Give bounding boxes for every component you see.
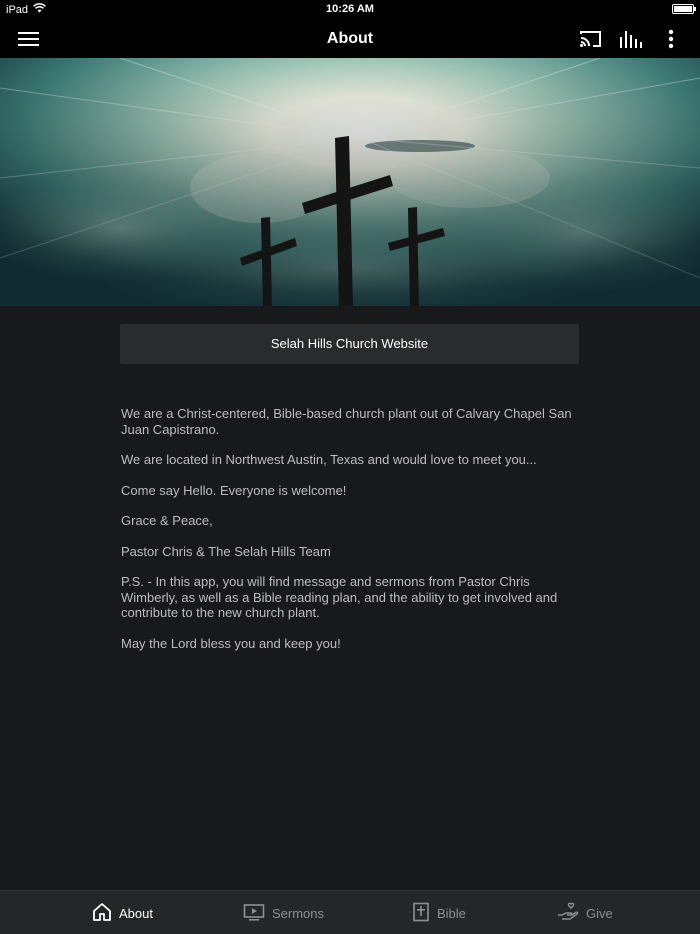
- about-paragraph: We are located in Northwest Austin, Texas and would love to meet you...: [121, 452, 537, 467]
- tab-label: Give: [586, 905, 613, 921]
- hero-image: [0, 58, 700, 306]
- nav-bar: [0, 20, 700, 58]
- bible-icon: [412, 902, 430, 925]
- audio-bars-icon[interactable]: [617, 20, 645, 58]
- device-label: iPad: [6, 3, 29, 16]
- status-bar: [0, 0, 700, 20]
- tab-label: Sermons: [272, 905, 325, 921]
- about-paragraph: Come say Hello. Everyone is welcome!: [121, 482, 347, 498]
- give-hand-icon: [557, 902, 579, 925]
- tab-about[interactable]: [92, 891, 153, 934]
- about-content: [0, 306, 700, 890]
- tab-bar: [0, 890, 700, 934]
- tab-sermons[interactable]: [243, 891, 324, 934]
- cast-icon[interactable]: [577, 20, 605, 58]
- video-play-icon: [243, 902, 265, 925]
- about-paragraph: P.S. - In this app, you will find message and sermons from Pastor Chris Wimberly, as well as a Bible reading plan, and the ability to get involved and contribute to the new church plant.: [121, 574, 558, 620]
- page-title: About: [326, 30, 374, 47]
- about-paragraph: Pastor Chris & The Selah Hills Team: [121, 543, 331, 559]
- tab-label: Bible: [437, 905, 466, 921]
- church-website-button[interactable]: Selah Hills Church Website: [120, 324, 579, 364]
- about-paragraph: Grace & Peace,: [121, 513, 213, 528]
- tab-give[interactable]: [557, 891, 613, 934]
- about-text: [121, 406, 581, 666]
- more-vertical-icon[interactable]: [660, 20, 682, 58]
- about-paragraph: We are a Christ-centered, Bible-based church plant out of Calvary Chapel San Juan Capistrano.: [121, 406, 572, 437]
- home-icon: [92, 902, 112, 925]
- tab-label: About: [119, 905, 153, 921]
- about-paragraph: May the Lord bless you and keep you!: [121, 635, 341, 651]
- status-time: 10:26 AM: [326, 3, 374, 15]
- battery-icon: [672, 4, 694, 14]
- tab-bible[interactable]: [412, 891, 466, 934]
